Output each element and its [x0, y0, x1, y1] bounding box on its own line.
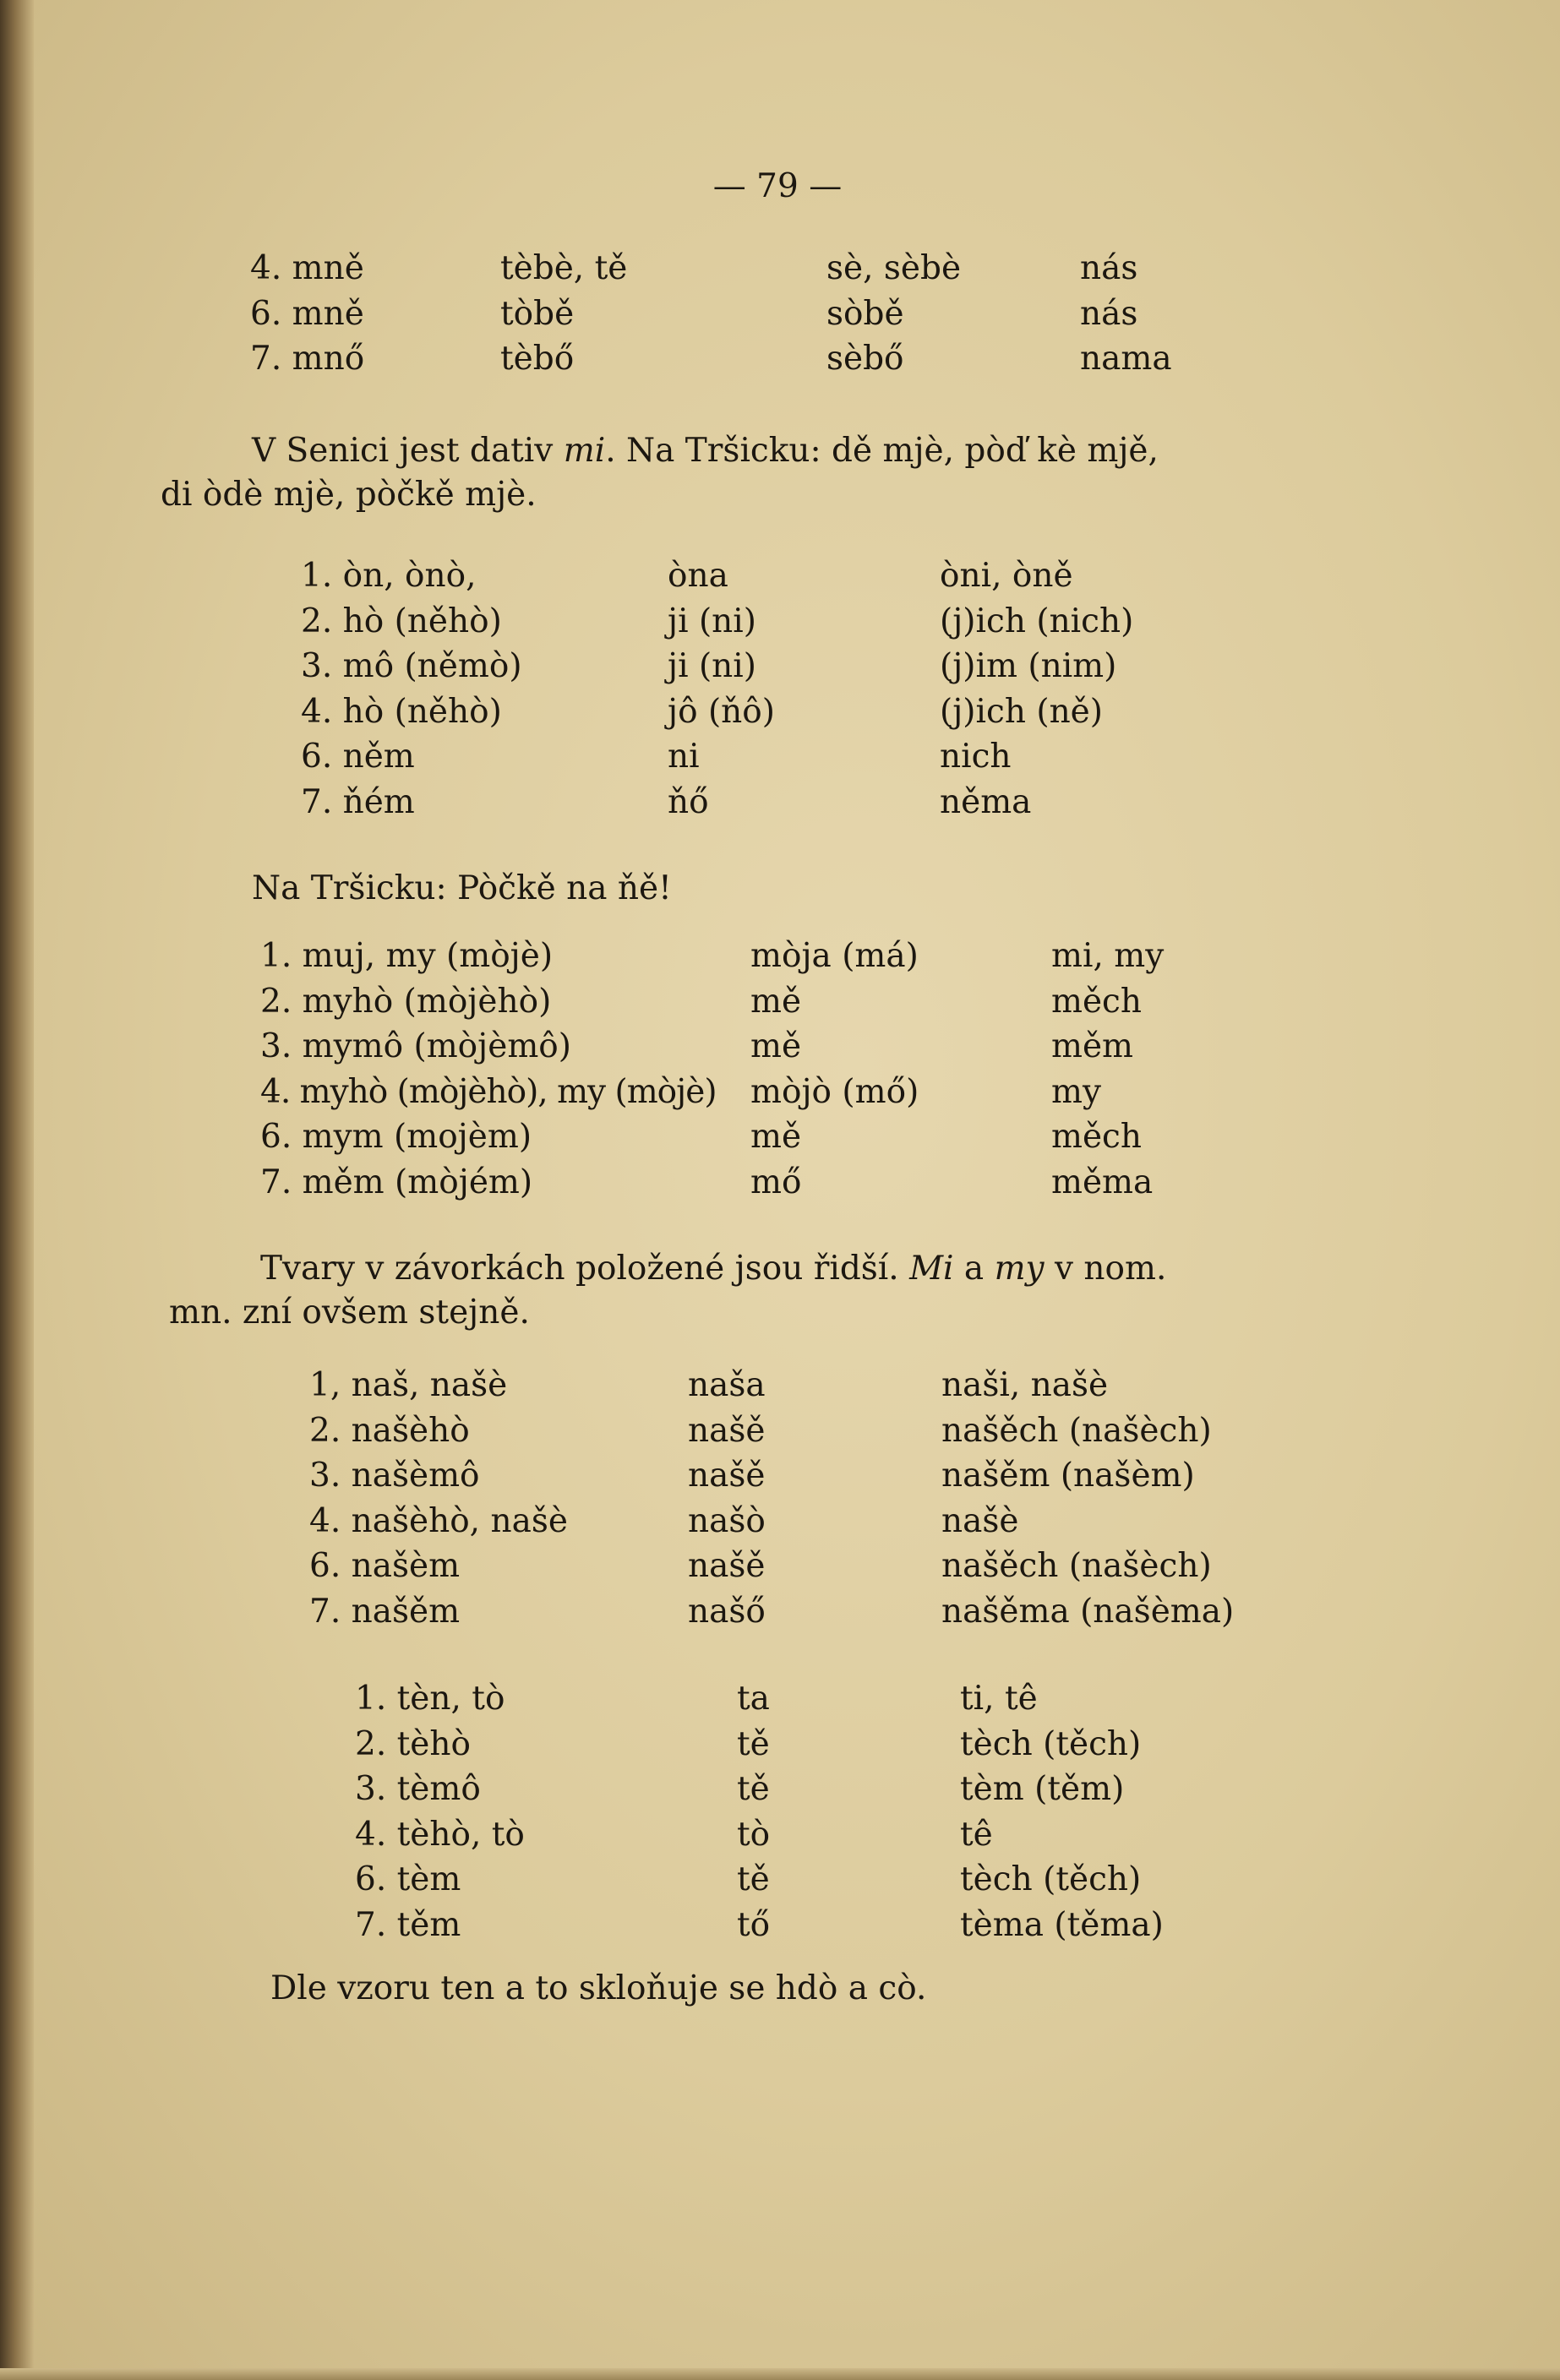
table-cell: tě — [737, 1860, 770, 1898]
table-cell: nich — [940, 738, 1012, 776]
table-cell: mő — [750, 1163, 802, 1201]
table-cell: tò — [737, 1815, 771, 1854]
table-cell: 7. mnő — [250, 340, 365, 378]
table-cell: tě — [737, 1724, 770, 1763]
table-cell: 7. měm (mòjém) — [260, 1163, 533, 1201]
table-cell: našő — [688, 1592, 766, 1631]
table-cell: ňő — [668, 782, 709, 821]
table-cell: 6. našèm — [309, 1547, 461, 1585]
text-run: V Senici jest dativ — [252, 432, 554, 470]
table-cell: sòbě — [826, 294, 904, 333]
table-cell: 4. mně — [250, 249, 364, 287]
table-cell: našò — [688, 1501, 766, 1540]
paragraph-tvary — [169, 1247, 1166, 1335]
table-cell: našěch (našèch) — [941, 1547, 1212, 1585]
table-cell: 3. mymô (mòjèmô) — [260, 1027, 572, 1065]
table-cell: tèbè, tě — [500, 249, 628, 287]
table-cell: my — [1051, 1072, 1102, 1111]
table-cell: 1. muj, my (mòjè) — [260, 937, 554, 975]
table-cell: něma — [940, 782, 1032, 821]
table-cell: našěm (našèm) — [941, 1457, 1195, 1495]
table-cell: ta — [737, 1680, 770, 1718]
table-cell: 6. mym (mojèm) — [260, 1118, 532, 1156]
paragraph-line — [169, 1247, 1166, 1291]
closing-sentence: Dle vzoru ten a to skloňuje se hdò a cò. — [270, 1969, 927, 2007]
book-spine-shadow — [0, 0, 34, 2380]
table-cell: nama — [1080, 340, 1172, 378]
table-cell: měma — [1051, 1163, 1154, 1201]
table-cell: tèma (těma) — [960, 1905, 1164, 1944]
table-cell: 1. tèn, tò — [355, 1680, 505, 1718]
table-cell: tě — [737, 1770, 770, 1808]
text-run: Tvary v závorkách položené jsou řidší. — [260, 1250, 899, 1288]
table-cell: 4. myhò (mòjèhò), my (mòjè) — [260, 1072, 717, 1111]
table-cell: ti, tê — [960, 1680, 1038, 1718]
table-cell: 7. těm — [355, 1905, 461, 1944]
table-cell: 7. našěm — [309, 1592, 461, 1631]
table-cell: nás — [1080, 249, 1138, 287]
table-cell: 7. ňém — [301, 782, 415, 821]
table-cell: tő — [737, 1905, 771, 1944]
italic-text: Mi — [909, 1250, 954, 1288]
table-cell: mi, my — [1051, 937, 1165, 975]
table-cell: 2. tèhò — [355, 1724, 471, 1763]
table-cell: 2. hò (něhò) — [301, 602, 502, 640]
table-cell: měch — [1051, 982, 1143, 1021]
table-cell: naša — [688, 1366, 766, 1404]
table-cell: našè — [941, 1501, 1019, 1540]
table-cell: tê — [960, 1815, 993, 1854]
text-run: a — [963, 1250, 985, 1288]
table-cell: 3. našèmô — [309, 1457, 480, 1495]
paragraph-trsicku: Na Tršicku: Pòčkě na ňě! — [252, 869, 672, 907]
paragraph-dativ — [161, 429, 1159, 517]
table-cell: tèch (těch) — [960, 1724, 1142, 1763]
table-cell: 4. našèhò, našè — [309, 1501, 568, 1540]
table-cell: (j)ich (nich) — [940, 602, 1134, 640]
table-cell: 1. òn, ònò, — [301, 557, 477, 595]
table-cell: mòjò (mő) — [750, 1072, 919, 1111]
table-cell: sè, sèbè — [826, 249, 962, 287]
table-cell: nás — [1080, 294, 1138, 333]
table-cell: měm — [1051, 1027, 1134, 1065]
table-cell: našěma (našèma) — [941, 1592, 1235, 1631]
table-cell: našě — [688, 1411, 766, 1450]
page-bottom-edge — [0, 2368, 1560, 2380]
table-cell: 3. tèmô — [355, 1770, 481, 1808]
paragraph-line: di òdè mjè, pòčkě mjè. — [161, 476, 537, 514]
table-cell: ji (ni) — [668, 602, 756, 640]
table-cell: našě — [688, 1547, 766, 1585]
table-cell: mòja (má) — [750, 937, 919, 975]
table-cell: mě — [750, 982, 802, 1021]
italic-text: mi — [563, 432, 606, 470]
table-cell: 6. tèm — [355, 1860, 461, 1898]
table-cell: tèch (těch) — [960, 1860, 1142, 1898]
table-cell: 2. myhò (mòjèhò) — [260, 982, 552, 1021]
table-cell: 2. našèhò — [309, 1411, 470, 1450]
table-cell: ni — [668, 738, 700, 776]
table-cell: 6. něm — [301, 738, 415, 776]
table-cell: òni, òně — [940, 557, 1073, 595]
table-cell: tòbě — [500, 294, 575, 333]
table-cell: 4. tèhò, tò — [355, 1815, 525, 1854]
table-cell: (j)ich (ně) — [940, 692, 1103, 731]
table-cell: 3. mô (němò) — [301, 647, 522, 685]
table-cell: (j)im (nim) — [940, 647, 1117, 685]
table-cell: ji (ni) — [668, 647, 756, 685]
table-cell: sèbő — [826, 340, 904, 378]
table-cell: 6. mně — [250, 294, 364, 333]
table-cell: òna — [668, 557, 728, 595]
table-cell: mě — [750, 1027, 802, 1065]
paragraph-line — [161, 429, 1159, 473]
table-cell: měch — [1051, 1118, 1143, 1156]
table-cell: tèbő — [500, 340, 575, 378]
table-cell: 1, naš, našè — [309, 1366, 508, 1404]
table-cell: naši, našè — [941, 1366, 1109, 1404]
table-cell: 4. hò (něhò) — [301, 692, 502, 731]
table-cell: našěch (našèch) — [941, 1411, 1212, 1450]
paragraph-line: mn. zní ovšem stejně. — [169, 1293, 530, 1332]
page-number: — 79 — — [712, 167, 843, 205]
table-cell: mě — [750, 1118, 802, 1156]
table-cell: našě — [688, 1457, 766, 1495]
text-run: . Na Tršicku: dě mjè, pòď kè mjě, — [605, 432, 1159, 470]
table-cell: tèm (těm) — [960, 1770, 1125, 1808]
table-cell: jô (ňô) — [668, 692, 775, 731]
italic-text: my — [994, 1250, 1045, 1288]
text-run: v nom. — [1055, 1250, 1167, 1288]
